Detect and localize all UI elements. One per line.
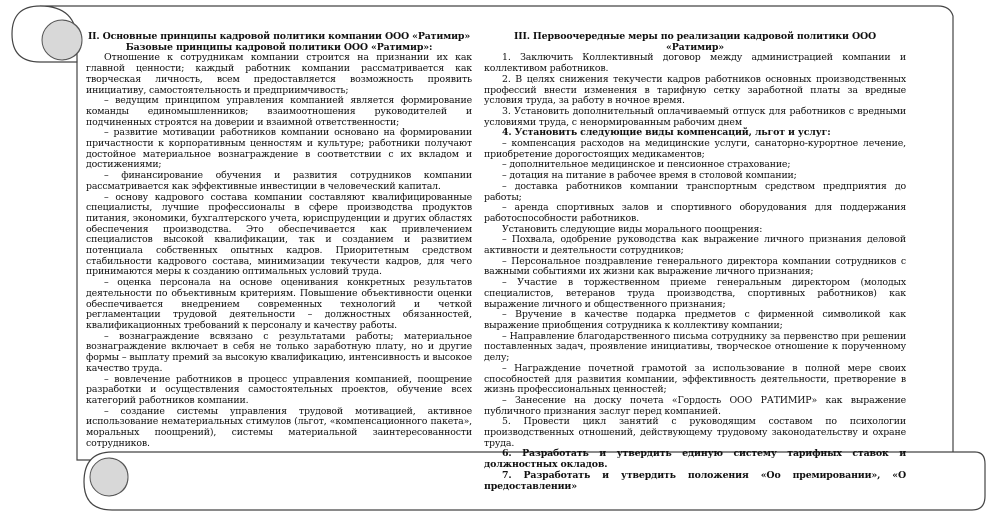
- right-paragraph: – Участие в торжественном приеме генеральным директором (молодых специалистов, ветеранов труда производства, спортивных работников) как выражение личного и общественного признания;: [484, 277, 906, 310]
- left-paragraph: – создание системы управления трудовой мотивацией, активное использование нематериальных стимулов (льгот, «компенсационного пакета», моральных поощрений), системы материальной заинтересованности сотрудников.: [86, 405, 472, 449]
- left-paragraph: – развитие мотивации работников компании основано на формировании причастности к корпоративным ценностям и культуре; работники получают достойное материальное вознаграждение в соответствии с их вкладом и достижениями;: [86, 127, 472, 171]
- left-paragraph: Отношение к сотрудникам компании строится на признании их как главной ценности; каждый работник компании рассматривается как творческая личность, всем предоставляется возможность проявить инициативу, самостоятельность и предприимчивость;: [86, 52, 472, 96]
- right-paragraph: 2. В целях снижения текучести кадров работников основных производственных профессий внести изменения в тарифную сетку заработной платы за вредные условия труда, за работу в ночное время.: [484, 73, 906, 107]
- left-paragraph: – оценка персонала на основе оценивания конкретных результатов деятельности по объективным критериям. Повышение объективности оценки обеспечивается внедрением современных технологий и четкой регламентации трудовой деятельности – должностных обязанностей, квалификационных требований к персоналу и качеству работы.: [86, 277, 472, 331]
- left-paragraph: – ведущим принципом управления компанией является формирование команды единомышленников; взаимоотношения руководителей и подчиненных строятся на доверии и взаимной ответственности;: [86, 95, 472, 128]
- left-paragraph: – вовлечение работников в процесс управления компанией, поощрение разработки и осуществления самостоятельных проектов, обучение всех категорий работников компании.: [86, 373, 472, 406]
- right-paragraph: Установить следующие виды морального поощрения:: [502, 223, 763, 235]
- right-paragraph: 3. Установить дополнительный оплачиваемый отпуск для работников с вредными условиями труда, с ненормированным рабочим днем: [484, 105, 906, 128]
- right-paragraph: – Направление благодарственного письма сотруднику за первенство при решении поставленных задач, проявление инициативы, творческое отношение к порученному делу;: [484, 330, 906, 364]
- left-section-title: II. Основные принципы кадровой политики компании ООО «Ратимир»: [87, 31, 471, 42]
- right-paragraph: 7. Разработать и утвердить положения «Оо премировании», «О предоставлении»: [484, 469, 906, 492]
- right-section-title: III. Первоочередные меры по реализации кадровой политики ООО «Ратимир»: [514, 31, 876, 53]
- right-paragraph: – Вручение в качестве подарка предметов с фирменной символикой как выражение приобщения сотрудника к коллективу компании;: [484, 309, 906, 331]
- right-paragraph: – Награждение почетной грамотой за использование в полной мере своих способностей для развития компании, эффективность деятельности, претворение в жизнь профессиональных ценностей;: [484, 362, 906, 396]
- right-paragraph: – Занесение на доску почета «Гордость ООО РАТИМИР» как выражение публичного признания заслуг перед компанией.: [484, 394, 906, 417]
- right-text-column: [484, 31, 906, 492]
- left-paragraph: – основу кадрового состава компании составляют квалифицированные специалисты, лучшие профессионалы в сфере производства продуктов питания, экономики, бухгалтерского учета, юриспруденции и других областях обеспечения производства. Это обеспечивается как привлечением специалистов высокой квалификации, так и созданием и развитием потенциала собственных опытных кадров. Приоритетным средством стабильности кадрового состава, минимизации текучести кадров, для чего принимаются меры к созданию оптимальных условий труда.: [86, 191, 472, 278]
- right-paragraph: – компенсация расходов на медицинские услуги, санаторно-курортное лечение, приобретение дорогостоящих медикаментов;: [484, 138, 906, 160]
- right-paragraph: – Персональное поздравление генерального директора компании сотрудников с важными событиями их жизни как выражение личного признания;: [484, 255, 906, 278]
- right-paragraph: – аренда спортивных залов и спортивного оборудования для поддержания работоспособности работников.: [484, 202, 906, 224]
- right-paragraph: 6. Разработать и утвердить единую систему тарифных ставок и должностных окладов.: [484, 448, 906, 471]
- bottom-roll-hole: [90, 458, 128, 496]
- right-paragraph: 1. Заключить Коллективный договор между администрацией компании и коллективом работников.: [484, 52, 906, 75]
- right-paragraph: – Похвала, одобрение руководства как выражение личного признания деловой активности и деятельности сотрудников;: [484, 234, 906, 257]
- left-paragraph: – финансирование обучения и развития сотрудников компании рассматривается как эффективные инвестиции в человеческий капитал.: [86, 170, 472, 192]
- left-text-column: [86, 32, 472, 452]
- right-paragraph: 4. Установить следующие виды компенсаций, льгот и услуг:: [502, 127, 831, 139]
- right-paragraph: 5. Провести цикл занятий с руководящим составом по психологии производственных отношений, действующему трудовому законодательству и охране труда.: [484, 416, 906, 449]
- top-curl-hole: [42, 20, 82, 60]
- left-section-subtitle: Базовые принципы кадровой политики ООО «Ратимир»:: [125, 41, 433, 53]
- right-paragraph: – дотация на питание в рабочее время в столовой компании;: [502, 170, 797, 182]
- right-paragraph: – дополнительное медицинское и пенсионное страхование;: [502, 159, 791, 171]
- left-paragraph: – вознаграждение всвязано с результатами работы; материальное вознаграждение включает в себя не только заработную плату, но и другие формы – выплату премий за высокую квалификацию, интенсивность и высокое качество труда.: [86, 330, 472, 374]
- right-paragraph: – доставка работников компании транспортным средством предприятия до работы;: [484, 180, 906, 203]
